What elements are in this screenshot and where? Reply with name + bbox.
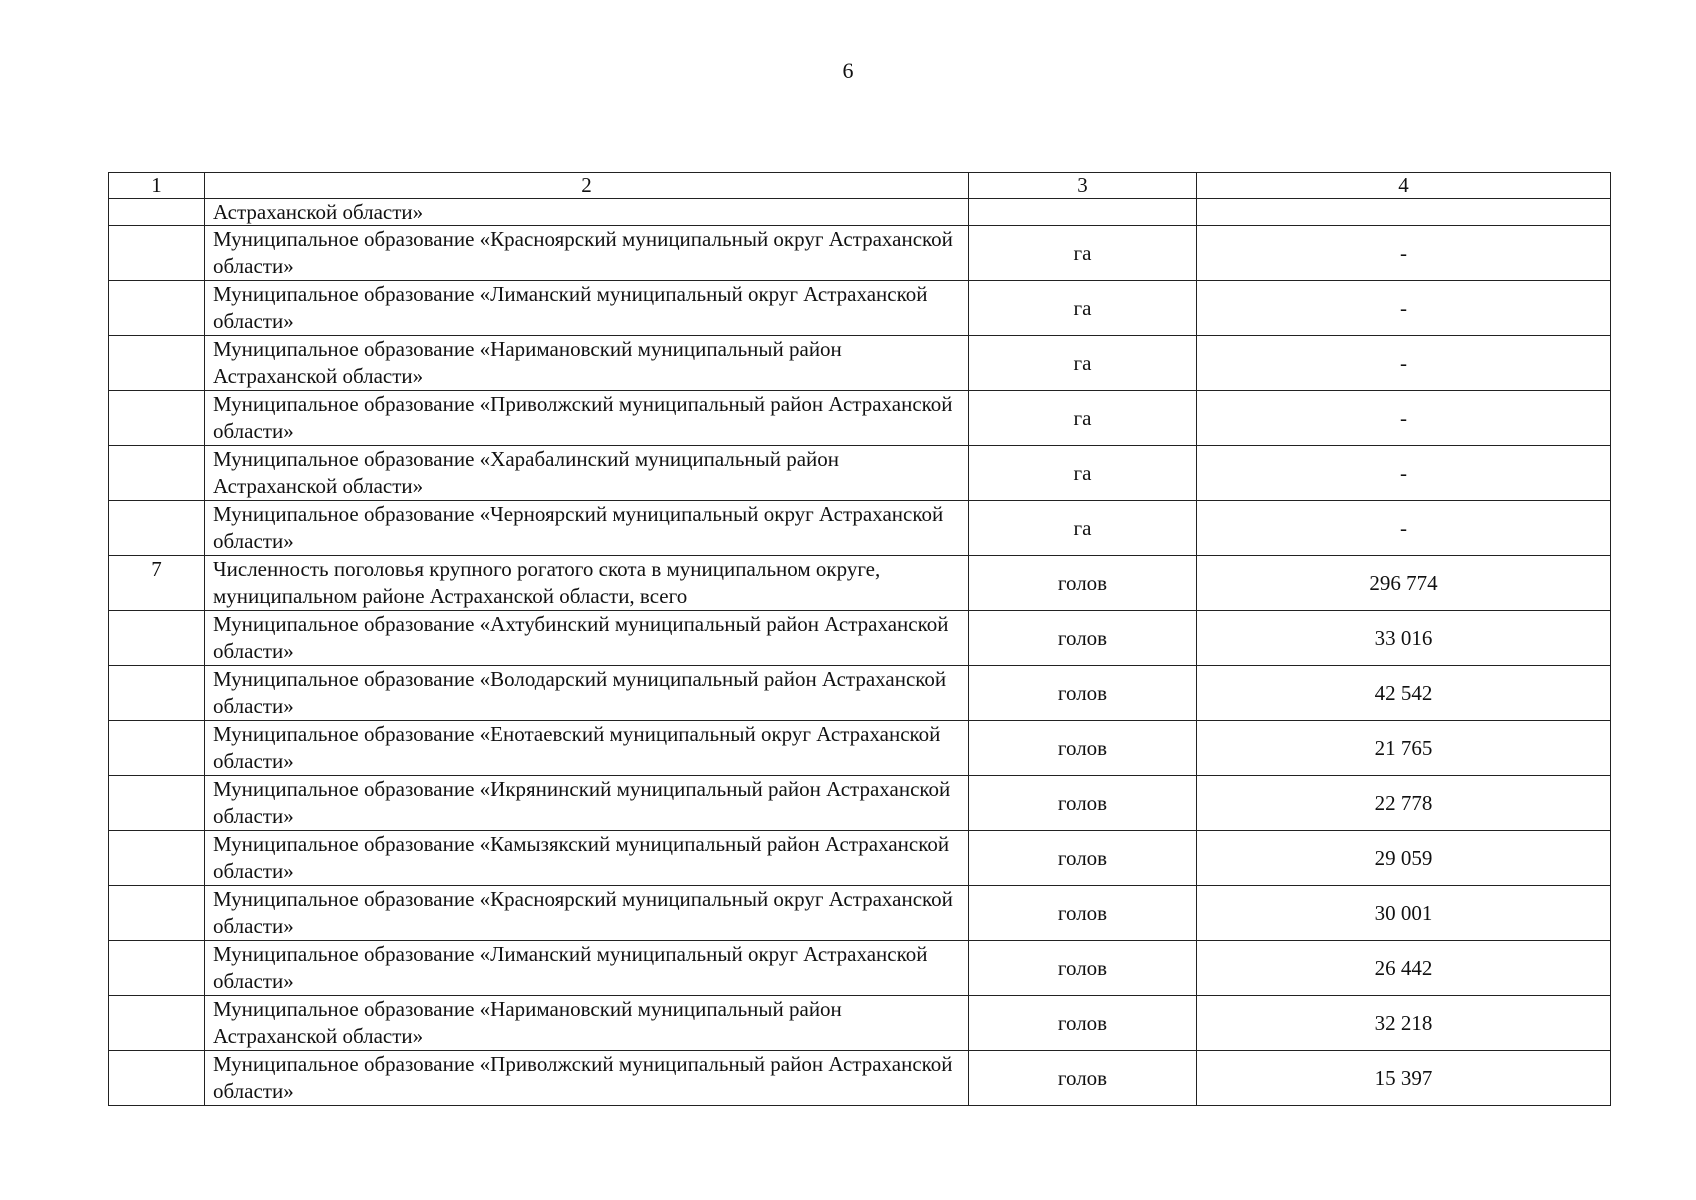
row-number-cell xyxy=(109,831,205,886)
row-name-cell: Муниципальное образование «Володарский муниципальный район Астраханской области» xyxy=(205,666,969,721)
row-number-cell xyxy=(109,281,205,336)
row-number-cell xyxy=(109,886,205,941)
row-name-cell: Муниципальное образование «Харабалинский муниципальный район Астраханской области» xyxy=(205,446,969,501)
row-name-cell: Муниципальное образование «Красноярский муниципальный округ Астраханской области» xyxy=(205,226,969,281)
row-unit-cell: голов xyxy=(969,556,1197,611)
row-number-cell xyxy=(109,721,205,776)
row-name-cell: Муниципальное образование «Приволжский муниципальный район Астраханской области» xyxy=(205,391,969,446)
table-row xyxy=(109,1051,1611,1106)
row-name-cell: Муниципальное образование «Икрянинский муниципальный район Астраханской области» xyxy=(205,776,969,831)
row-number-cell xyxy=(109,1051,205,1106)
row-name-cell: Муниципальное образование «Лиманский муниципальный округ Астраханской области» xyxy=(205,941,969,996)
row-unit-cell: га xyxy=(969,281,1197,336)
row-number-cell xyxy=(109,941,205,996)
row-number-cell: 7 xyxy=(109,556,205,611)
row-value-cell: - xyxy=(1197,281,1611,336)
row-value-cell: 296 774 xyxy=(1197,556,1611,611)
row-value-cell: - xyxy=(1197,226,1611,281)
row-unit-cell: голов xyxy=(969,996,1197,1051)
row-name-cell: Численность поголовья крупного рогатого скота в муниципальном округе, муниципальном районе Астраханской области, всего xyxy=(205,556,969,611)
row-value-cell xyxy=(1197,199,1611,226)
table-row xyxy=(109,886,1611,941)
table-row xyxy=(109,446,1611,501)
row-value-cell: 29 059 xyxy=(1197,831,1611,886)
row-value-cell: 15 397 xyxy=(1197,1051,1611,1106)
row-name-cell: Муниципальное образование «Енотаевский муниципальный округ Астраханской области» xyxy=(205,721,969,776)
table-row xyxy=(109,996,1611,1051)
table-body xyxy=(109,173,1611,1106)
header-cell-3: 3 xyxy=(969,173,1197,199)
row-number-cell xyxy=(109,996,205,1051)
row-value-cell: 26 442 xyxy=(1197,941,1611,996)
row-value-cell: 22 778 xyxy=(1197,776,1611,831)
row-name-cell: Муниципальное образование «Ахтубинский муниципальный район Астраханской области» xyxy=(205,611,969,666)
row-name-cell: Астраханской области» xyxy=(205,199,969,226)
row-name-cell: Муниципальное образование «Приволжский муниципальный район Астраханской области» xyxy=(205,1051,969,1106)
row-number-cell xyxy=(109,776,205,831)
row-number-cell xyxy=(109,336,205,391)
header-cell-2: 2 xyxy=(205,173,969,199)
row-unit-cell: голов xyxy=(969,776,1197,831)
row-unit-cell xyxy=(969,199,1197,226)
row-unit-cell: га xyxy=(969,446,1197,501)
row-name-cell: Муниципальное образование «Лиманский муниципальный округ Астраханской области» xyxy=(205,281,969,336)
row-unit-cell: голов xyxy=(969,831,1197,886)
row-name-cell: Муниципальное образование «Красноярский муниципальный округ Астраханской области» xyxy=(205,886,969,941)
row-unit-cell: голов xyxy=(969,886,1197,941)
row-value-cell: - xyxy=(1197,446,1611,501)
row-number-cell xyxy=(109,611,205,666)
row-value-cell: 32 218 xyxy=(1197,996,1611,1051)
row-number-cell xyxy=(109,226,205,281)
row-number-cell xyxy=(109,446,205,501)
table-row xyxy=(109,226,1611,281)
header-cell-1: 1 xyxy=(109,173,205,199)
row-value-cell: 42 542 xyxy=(1197,666,1611,721)
table-row xyxy=(109,391,1611,446)
table-row xyxy=(109,501,1611,556)
row-unit-cell: голов xyxy=(969,941,1197,996)
row-value-cell: 21 765 xyxy=(1197,721,1611,776)
table-row xyxy=(109,831,1611,886)
row-unit-cell: га xyxy=(969,501,1197,556)
row-name-cell: Муниципальное образование «Камызякский муниципальный район Астраханской области» xyxy=(205,831,969,886)
table-row xyxy=(109,611,1611,666)
row-number-cell xyxy=(109,666,205,721)
table-row xyxy=(109,776,1611,831)
row-unit-cell: голов xyxy=(969,721,1197,776)
page-number: 6 xyxy=(842,58,854,83)
table-header-row xyxy=(109,173,1611,199)
row-name-cell: Муниципальное образование «Черноярский муниципальный округ Астраханской области» xyxy=(205,501,969,556)
row-unit-cell: голов xyxy=(969,666,1197,721)
row-number-cell xyxy=(109,199,205,226)
header-cell-4: 4 xyxy=(1197,173,1611,199)
row-unit-cell: голов xyxy=(969,611,1197,666)
data-table xyxy=(108,172,1611,1106)
row-number-cell xyxy=(109,501,205,556)
row-unit-cell: голов xyxy=(969,1051,1197,1106)
table-row xyxy=(109,941,1611,996)
row-unit-cell: га xyxy=(969,391,1197,446)
table-row xyxy=(109,556,1611,611)
table-row-continuation xyxy=(109,199,1611,226)
row-value-cell: - xyxy=(1197,336,1611,391)
row-value-cell: - xyxy=(1197,501,1611,556)
row-name-cell: Муниципальное образование «Наримановский муниципальный район Астраханской области» xyxy=(205,996,969,1051)
row-value-cell: - xyxy=(1197,391,1611,446)
table-row xyxy=(109,336,1611,391)
row-unit-cell: га xyxy=(969,226,1197,281)
table-row xyxy=(109,281,1611,336)
row-number-cell xyxy=(109,391,205,446)
table-row xyxy=(109,721,1611,776)
row-name-cell: Муниципальное образование «Наримановский муниципальный район Астраханской области» xyxy=(205,336,969,391)
row-unit-cell: га xyxy=(969,336,1197,391)
row-value-cell: 33 016 xyxy=(1197,611,1611,666)
table-row xyxy=(109,666,1611,721)
row-value-cell: 30 001 xyxy=(1197,886,1611,941)
